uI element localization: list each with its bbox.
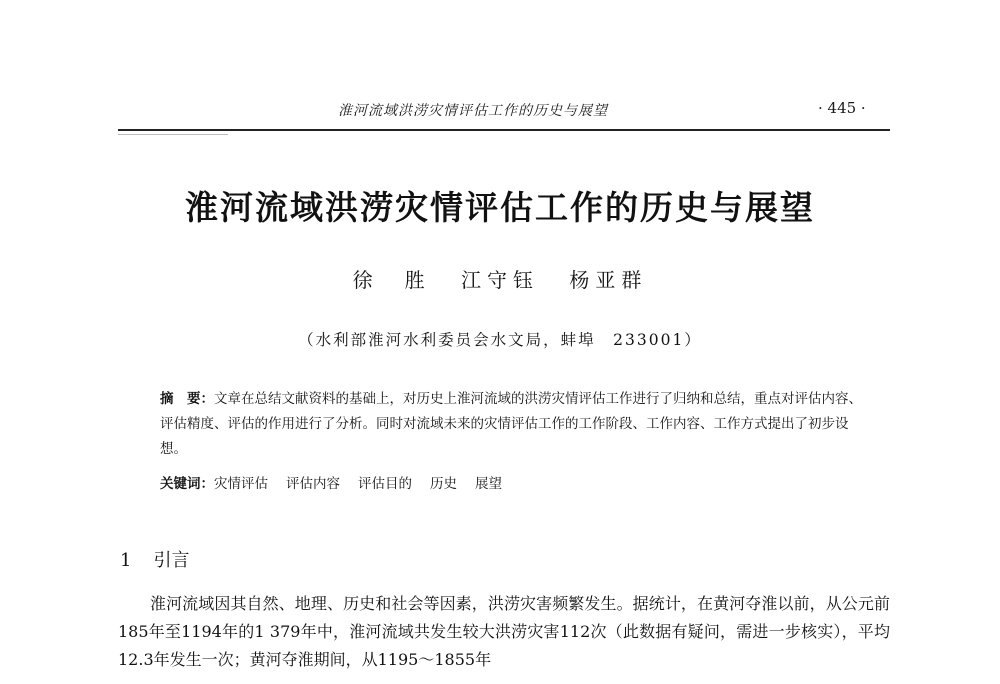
header-rule (118, 129, 890, 131)
paper-title: 淮河流域洪涝灾情评估工作的历史与展望 (185, 188, 815, 227)
keywords-label: 关键词： (160, 476, 214, 492)
keyword: 灾情评估 (214, 476, 268, 492)
body-paragraph: 淮河流域因其自然、地理、历史和社会等因素，洪涝灾害频繁发生。据统计，在黄河夺淮以前，从公元前185年至1194年的1 379年中，淮河流域共发生较大洪涝灾害112次（此数据有疑问，需进一步核实），平均12.3年发生一次；黄河夺淮期间，从1195～1855年 (118, 594, 890, 669)
abstract (160, 387, 872, 462)
author-name: 江守钰 (461, 268, 539, 292)
keyword: 评估目的 (358, 476, 412, 492)
author-list (0, 264, 1000, 293)
body-text (118, 590, 890, 674)
abstract-text: 文章在总结文献资料的基础上，对历史上淮河流域的洪涝灾情评估工作进行了归纳和总结，重点对评估内容、评估精度、评估的作用进行了分析。同时对流域未来的灾情评估工作的工作阶段、工作内容、工作方式提出了初步设想。 (160, 391, 862, 457)
section-title: 引言 (153, 550, 190, 571)
keyword: 评估内容 (286, 476, 340, 492)
header-rule-faint (118, 134, 228, 135)
author-name: 杨亚群 (569, 268, 648, 292)
affiliation: （水利部淮河水利委员会水文局，蚌埠 233001） (298, 331, 702, 349)
author-name: 徐 胜 (352, 268, 431, 292)
running-header-title: 淮河流域洪涝灾情评估工作的历史与展望 (338, 103, 608, 119)
keyword: 历史 (430, 476, 457, 492)
keywords (160, 472, 520, 492)
keyword: 展望 (475, 476, 502, 492)
section-number: 1 (120, 550, 132, 571)
abstract-label: 摘 要： (160, 391, 214, 407)
page-number: · 445 · (818, 99, 866, 117)
section-heading (120, 546, 189, 572)
